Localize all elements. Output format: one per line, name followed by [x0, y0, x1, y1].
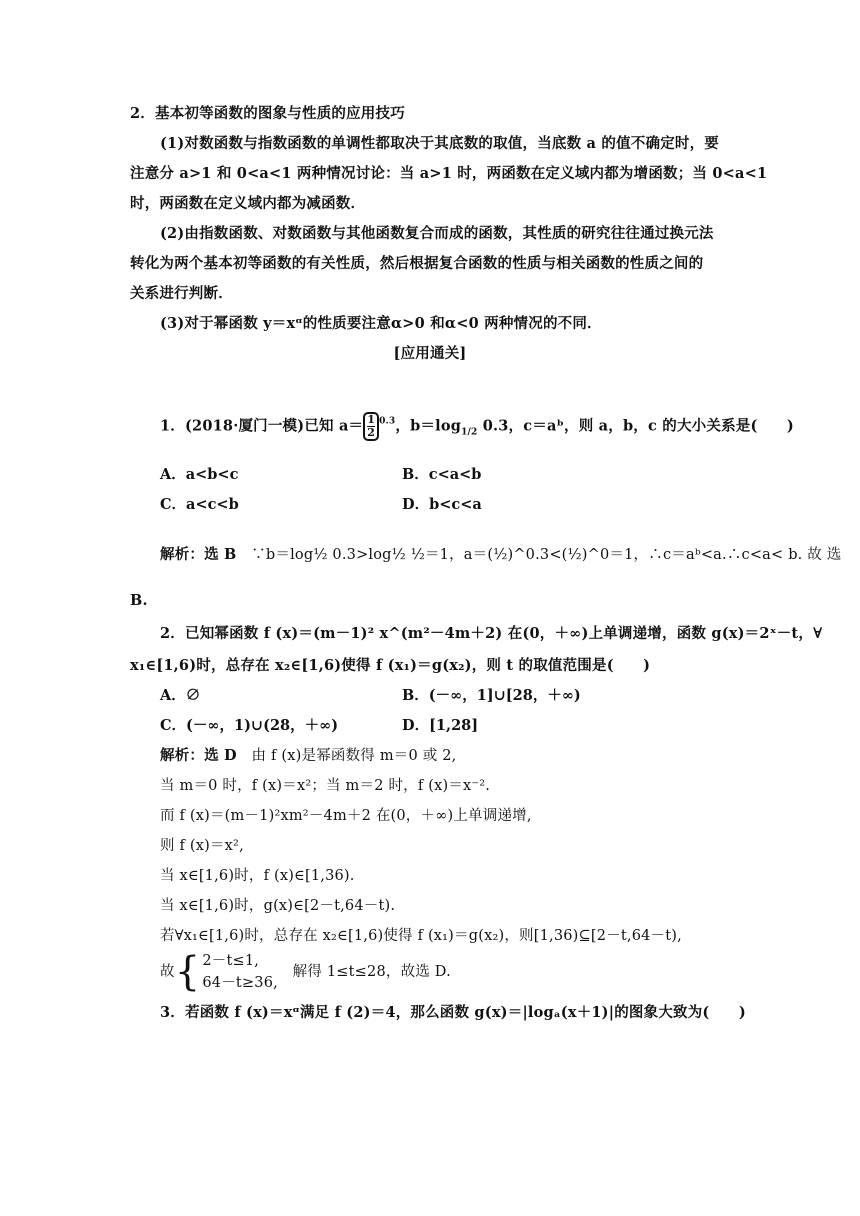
- question-1: [160, 412, 794, 441]
- paragraph-2-line-2: 转化为两个基本初等函数的有关性质，然后根据复合函数的性质与相关函数的性质之间的: [130, 255, 704, 272]
- question-2-line-1: 2．已知幂函数 f (x)＝(m－1)² x^(m²－4m＋2) 在(0，＋∞)上单调递增，函数 g(x)＝2ˣ－t，∀: [160, 625, 823, 642]
- log-base: 1/2: [461, 427, 478, 438]
- exponent: 0.3: [379, 416, 396, 427]
- q2-solution-line-7: 若∀x₁∈[1,6)时，总存在 x₂∈[1,6)使得 f (x₁)＝g(x₂)，则[1,36)⊆[2－t,64－t),: [160, 928, 682, 944]
- q1-solution-label: 解析：选 B: [160, 546, 237, 563]
- q1-option-b: B．c<a<b: [402, 466, 482, 483]
- paragraph-1-line-3: 时，两函数在定义域内都为减函数．: [130, 195, 366, 212]
- paragraph-2-line-1: (2)由指数函数、对数函数与其他函数复合而成的函数，其性质的研究往往通过换元法: [160, 225, 714, 242]
- q2-solution-line-5: 当 x∈[1,6)时，f (x)∈[1,36).: [160, 868, 355, 884]
- q2-option-c: C．(－∞，1)∪(28，＋∞): [160, 717, 339, 734]
- q2-solution-line-6: 当 x∈[1,6)时，g(x)∈[2－t,64－t).: [160, 898, 396, 914]
- paragraph-1-line-2: 注意分 a>1 和 0<a<1 两种情况讨论：当 a>1 时，两函数在定义域内都为增函数；当 0<a<1: [130, 165, 768, 182]
- question-1-rest: 0.3，c＝aᵇ，则 a，b，c 的大小关系是( ): [477, 417, 794, 435]
- q2-option-a: A．∅: [160, 687, 201, 704]
- question-3: 3．若函数 f (x)＝xᵅ满足 f (2)＝4，那么函数 g(x)＝|logₐ(x＋1)|的图象大致为( ): [160, 1004, 746, 1021]
- q1-solution-line-1: 解析：选 B ∵b＝log½ 0.3>log½ ½＝1，a＝(½)^0.3<(½)^0＝1，∴c＝aᵇ<a.∴c<a< b. 故 选: [160, 546, 842, 563]
- question-1-prefix: 1．(2018·厦门一模)已知 a＝: [160, 417, 364, 435]
- paragraph-2-line-3: 关系进行判断．: [130, 285, 233, 302]
- q1-option-a: A．a<b<c: [160, 466, 239, 483]
- q1-option-c: C．a<c<b: [160, 496, 239, 513]
- q2-solution-line-4: 则 f (x)＝x²,: [160, 838, 244, 854]
- paragraph-3: (3)对于幂函数 y＝xᵅ的性质要注意α>0 和α<0 两种情况的不同．: [160, 315, 602, 332]
- q2-solution-line-2: 当 m＝0 时，f (x)＝x²；当 m＝2 时，f (x)＝x⁻².: [160, 778, 491, 794]
- left-brace-icon: {: [174, 949, 201, 995]
- section-heading: [应用通关]: [393, 345, 467, 362]
- q2-option-b: B．(－∞，1]∪[28，＋∞): [402, 687, 581, 704]
- q2-solution-line-1: 解析：选 D 由 f (x)是幂函数得 m＝0 或 2,: [160, 747, 457, 764]
- section-title: 2．基本初等函数的图象与性质的应用技巧: [130, 105, 405, 122]
- half-fraction: $\frac{1}{2}$: [363, 412, 379, 441]
- paragraph-1-line-1: (1)对数函数与指数函数的单调性都取决于其底数的取值，当底数 a 的值不确定时，要: [160, 135, 719, 152]
- q1-option-d: D．b<c<a: [402, 496, 482, 513]
- q2-solution-system: 故{ 2－t≤1, 64－t≥36, 解得 1≤t≤28，故选 D.: [160, 949, 451, 995]
- question-1-mid: ，b＝log: [395, 417, 462, 435]
- q2-option-d: D．[1,28]: [402, 717, 479, 734]
- q1-solution-line-2: B.: [130, 592, 148, 609]
- question-2-line-2: x₁∈[1,6)时，总存在 x₂∈[1,6)使得 f (x₁)＝g(x₂)，则 t 的取值范围是( ): [130, 657, 651, 674]
- q2-solution-line-3: 而 f (x)＝(m－1)²xm²－4m＋2 在(0，＋∞)上单调递增,: [160, 808, 532, 824]
- q2-solution-label: 解析：选 D: [160, 747, 237, 764]
